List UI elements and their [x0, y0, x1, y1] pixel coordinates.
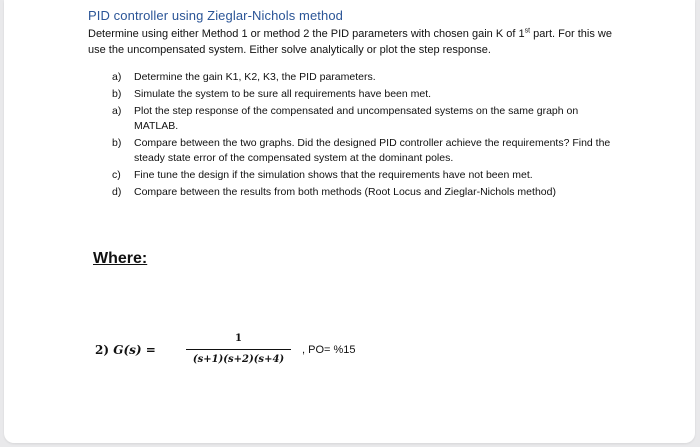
task-list — [112, 70, 612, 202]
list-item — [112, 168, 612, 183]
list-item-text: Simulate the system to be sure all requirements have been met. — [134, 88, 432, 100]
list-item — [112, 70, 612, 85]
document-title: PID controller using Zieglar-Nichols method — [88, 8, 344, 23]
equation-lhs — [95, 343, 156, 357]
where-heading: Where: — [93, 250, 148, 267]
list-item-text: Compare between the results from both methods (Root Locus and Zieglar-Nichols method) — [134, 186, 556, 198]
list-item — [112, 185, 612, 200]
list-item-text: Fine tune the design if the simulation shows that the requirements have not been met. — [134, 169, 533, 181]
equation-function: G(s) = — [113, 343, 156, 357]
intro-paragraph — [88, 26, 618, 58]
fraction-denominator: (s+1)(s+2)(s+4) — [192, 354, 285, 365]
list-item-marker: a) — [112, 71, 122, 83]
transfer-function-equation — [95, 332, 415, 372]
equation-label: 2) — [95, 343, 110, 357]
intro-text-end: part. For this we use the uncompensated system. Either solve analytically or plot the step response. — [88, 28, 612, 56]
list-item-marker: b) — [112, 137, 122, 149]
list-item-marker: b) — [112, 88, 122, 100]
list-item-text: Determine the gain K1, K2, K3, the PID parameters. — [134, 71, 376, 83]
intro-text-start: Determine using either Method 1 or method 2 the PID parameters with chosen gain K of 1 — [88, 28, 525, 40]
list-item-marker: d) — [112, 186, 122, 198]
list-item-text: Plot the step response of the compensated and uncompensated systems on the same graph on MATLAB. — [134, 105, 579, 132]
list-item — [112, 87, 612, 102]
document-page — [4, 0, 695, 443]
list-item-marker: c) — [112, 169, 121, 181]
list-item — [112, 136, 612, 166]
fraction-bar — [186, 349, 291, 350]
list-item — [112, 104, 612, 134]
equation-fraction — [186, 332, 291, 366]
intro-superscript: st — [524, 27, 531, 35]
list-item-marker: a) — [112, 105, 122, 117]
fraction-numerator: 1 — [235, 333, 242, 344]
overshoot-condition: , PO= %15 — [302, 344, 356, 356]
list-item-text: Compare between the two graphs. Did the designed PID controller achieve the requirements? Find the steady state error of the compensated system at the dominant poles. — [134, 137, 611, 164]
